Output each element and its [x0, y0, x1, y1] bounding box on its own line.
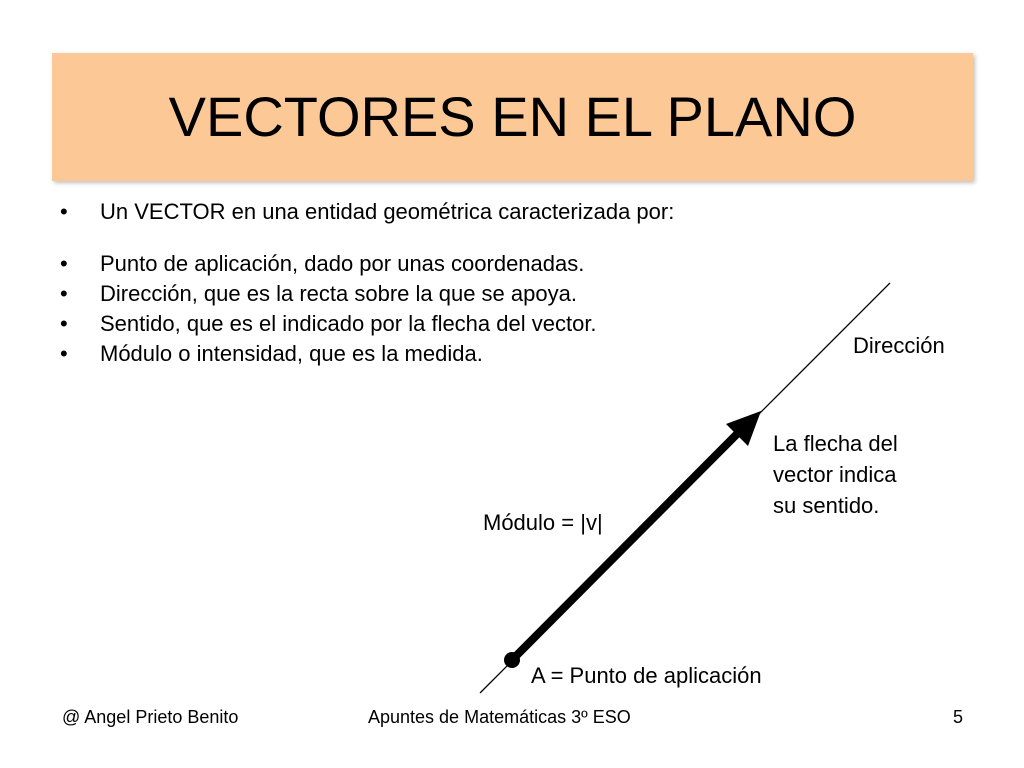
sense-label-text: La flecha del vector indica su sentido. — [773, 431, 898, 518]
application-point-label: A = Punto de aplicación — [531, 663, 762, 688]
bullet-text: Sentido, que es el indicado por la flecha del vector. — [100, 311, 597, 336]
bullet-marker: • — [60, 251, 68, 276]
application-point-dot — [504, 652, 520, 668]
slide-title: VECTORES EN EL PLANO — [168, 85, 857, 148]
bullet-text: Un VECTOR en una entidad geométrica caracterizada por: — [100, 199, 675, 224]
bullet-marker: • — [60, 281, 68, 306]
bullet-marker: • — [60, 199, 68, 224]
bullet-text: Dirección, que es la recta sobre la que se apoya. — [100, 281, 577, 306]
bullet-text: Módulo o intensidad, que es la medida. — [100, 341, 483, 366]
bullet-text: Punto de aplicación, dado por unas coordenadas. — [100, 251, 585, 276]
footer-author: @ Angel Prieto Benito — [62, 707, 239, 727]
footer-course: Apuntes de Matemáticas 3º ESO — [368, 707, 631, 727]
bullet-marker: • — [60, 311, 68, 336]
bullet-marker: • — [60, 341, 68, 366]
page-number: 5 — [953, 707, 964, 727]
vector-shaft — [513, 431, 740, 659]
direction-label: Dirección — [853, 333, 945, 358]
modulus-label: Módulo = |v| — [483, 510, 603, 535]
sense-label — [773, 428, 898, 521]
